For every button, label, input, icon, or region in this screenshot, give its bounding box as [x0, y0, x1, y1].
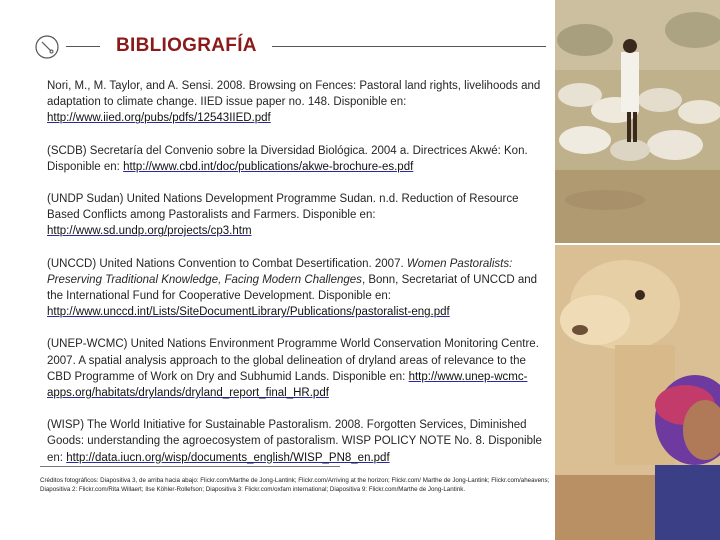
- bibliography-entry: [47, 191, 547, 240]
- header-rule-left: [66, 46, 100, 47]
- entry-text: (WISP) The World Initiative for Sustainable Pastoralism. 2008. Forgotten Services, Diminished Goods: understanding the agroecosystem of pastoralism. WISP POLICY NOTE No. 8. Disponible en:: [47, 419, 542, 464]
- photo-credits: Créditos fotográficos: Diapositiva 3, de arriba hacia abajo: Flickr.com/Marthe de Jong-Lantink; Flickr.com/Arriving at the horizon; Flickr.com/ Marthe de Jong-Lantink; Flickr.com/aheavens; Diapositiva 2: Flickr.com/Rita Willaert; Ilse Köhler-Rollefson; Diapositiva 3: Flickr.com/oxfam international; Diapositiva 9: Flickr.com/Marthe de Jong-Lantink.: [40, 477, 550, 493]
- header-rule-right: [272, 46, 546, 47]
- entry-text: (UNCCD) United Nations Convention to Combat Desertification. 2007.: [47, 257, 407, 270]
- credits-rule: [40, 466, 340, 467]
- bibliography-entry: [47, 336, 547, 401]
- page-title: BIBLIOGRAFÍA: [116, 35, 257, 56]
- entry-text: , Bonn, Secretariat of UNCCD and the International Fund for Cooperative Development. Disponible en:: [47, 273, 538, 303]
- camel-and-woman-photo: [555, 245, 720, 540]
- entry-text: (UNEP-WCMC) United Nations Environment Programme World Conservation Monitoring Centre. 2007. A spatial analysis approach to the global delineation of dryland areas of relevance to the CBD Programme of Work on Dry and Subhumid Lands. Disponible en:: [47, 338, 539, 383]
- bibliography-list: [47, 78, 547, 482]
- entry-title-italic: Women Pastoralists: Preserving Traditional Knowledge, Facing Modern Challenges: [47, 257, 513, 286]
- entry-link[interactable]: http://www.sd.undp.org/projects/cp3.htm: [47, 225, 252, 238]
- bibliography-entry: [47, 256, 547, 321]
- entry-text: Nori, M., M. Taylor, and A. Sensi. 2008. Browsing on Fences: Pastoral land rights, livelihoods and adaptation to climate change. IIED issue paper no. 148. Disponible en:: [47, 80, 541, 109]
- magnifier-icon: [34, 34, 60, 60]
- entry-link[interactable]: http://www.unccd.int/Lists/SiteDocumentLibrary/Publications/pastoralist-eng.pdf: [47, 306, 450, 319]
- bibliography-entry: [47, 78, 547, 127]
- entry-link[interactable]: http://www.unep-wcmc-apps.org/habitats/drylands/dryland_report_final_HR.pdf: [47, 370, 528, 400]
- entry-text: (UNDP Sudan) United Nations Development Programme Sudan. n.d. Reduction of Resource Based Conflicts among Pastoralists and Farmers. Disponible en:: [47, 193, 519, 222]
- photo-panel: [555, 0, 720, 540]
- entry-link[interactable]: http://data.iucn.org/wisp/documents_english/WISP_PN8_en.pdf: [66, 451, 390, 464]
- entry-link[interactable]: http://www.iied.org/pubs/pdfs/12543IIED.pdf: [47, 112, 271, 125]
- entry-text: (SCDB) Secretaría del Convenio sobre la Diversidad Biológica. 2004 a. Directrices Akwé: Kon. Disponible en:: [47, 144, 528, 173]
- bibliography-entry: [47, 417, 547, 466]
- entry-link[interactable]: http://www.cbd.int/doc/publications/akwe-brochure-es.pdf: [123, 160, 414, 173]
- pastoralist-herd-photo: [555, 0, 720, 245]
- bibliography-entry: [47, 143, 547, 175]
